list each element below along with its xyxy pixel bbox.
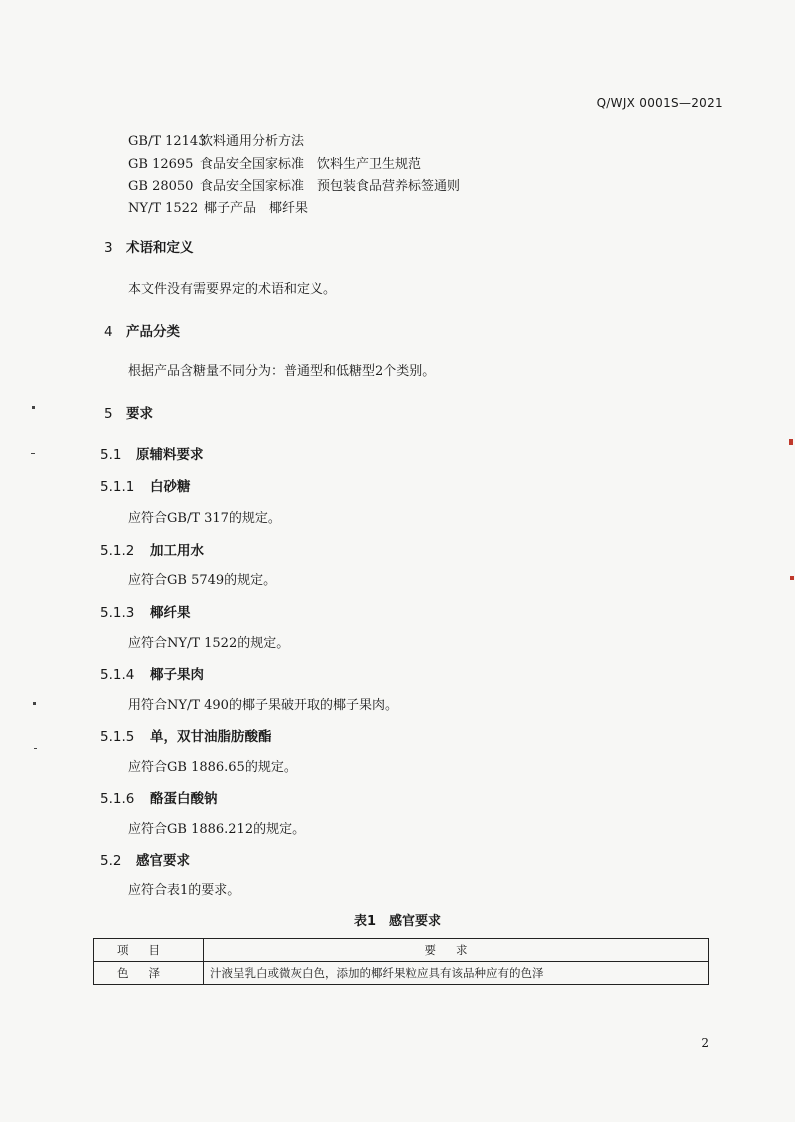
reference-title: 椰子产品 椰纤果 — [204, 201, 309, 216]
table-caption: 表1 感官要求 — [353, 914, 442, 929]
section-text-5-2: 应符合表1的要求。 — [128, 883, 241, 898]
table-header-row — [94, 939, 709, 962]
section-text-5-1-1: 应符合GB/T 317的规定。 — [128, 511, 281, 526]
section-heading-5-1: 5.1 原辅料要求 — [100, 447, 204, 463]
section-heading-5-1-5: 5.1.5 单，双甘油脂肪酸酯 — [100, 729, 272, 745]
reference-code: GB/T 12143 — [128, 134, 207, 149]
scan-dash — [31, 453, 35, 454]
section-heading-5-1-2: 5.1.2 加工用水 — [100, 543, 204, 559]
section-heading-5-1-4: 5.1.4 椰子果肉 — [100, 667, 204, 683]
reference-item — [128, 153, 421, 172]
document-code: Q/WJX 0001S—2021 — [596, 96, 723, 110]
reference-code: GB 12695 — [128, 157, 194, 172]
section-heading-5: 5 要求 — [104, 406, 153, 422]
table-header-requirement: 要求 — [204, 939, 709, 962]
section-text-5-1-4: 用符合NY/T 490的椰子果破开取的椰子果肉。 — [128, 698, 398, 713]
scan-edge-mark — [789, 439, 793, 445]
table-cell-item: 色泽 — [94, 962, 204, 985]
scan-dot — [33, 702, 36, 705]
section-heading-5-2: 5.2 感官要求 — [100, 853, 190, 869]
section-text-5-1-3: 应符合NY/T 1522的规定。 — [128, 636, 290, 651]
sensory-requirements-table — [93, 938, 709, 985]
page-number: 2 — [701, 1036, 709, 1050]
reference-title: 食品安全国家标准 饮料生产卫生规范 — [200, 157, 422, 172]
scan-dot — [32, 406, 35, 409]
table-row — [94, 962, 709, 985]
section-text-5-1-6: 应符合GB 1886.212的规定。 — [128, 822, 306, 837]
section-heading-5-1-1: 5.1.1 白砂糖 — [100, 479, 191, 495]
table-cell-requirement: 汁液呈乳白或微灰白色，添加的椰纤果粒应具有该品种应有的色泽 — [204, 962, 709, 985]
section-heading-5-1-6: 5.1.6 酪蛋白酸钠 — [100, 791, 218, 807]
reference-item — [128, 197, 308, 216]
reference-code: NY/T 1522 — [128, 201, 199, 216]
reference-title: 食品安全国家标准 预包装食品营养标签通则 — [200, 179, 461, 194]
section-heading-5-1-3: 5.1.3 椰纤果 — [100, 605, 191, 621]
scan-edge-mark — [790, 576, 794, 580]
reference-item — [128, 175, 460, 194]
reference-item — [128, 130, 304, 149]
section-heading-4: 4 产品分类 — [104, 324, 180, 340]
section-text-3: 本文件没有需要界定的术语和定义。 — [128, 282, 337, 297]
section-text-5-1-5: 应符合GB 1886.65的规定。 — [128, 760, 297, 775]
scan-dash — [34, 748, 37, 749]
section-text-5-1-2: 应符合GB 5749的规定。 — [128, 573, 277, 588]
reference-title: 饮料通用分析方法 — [200, 134, 305, 149]
section-text-4: 根据产品含糖量不同分为：普通型和低糖型2个类别。 — [128, 364, 436, 379]
section-heading-3: 3 术语和定义 — [104, 240, 194, 256]
table-header-item: 项目 — [94, 939, 204, 962]
reference-code: GB 28050 — [128, 179, 194, 194]
